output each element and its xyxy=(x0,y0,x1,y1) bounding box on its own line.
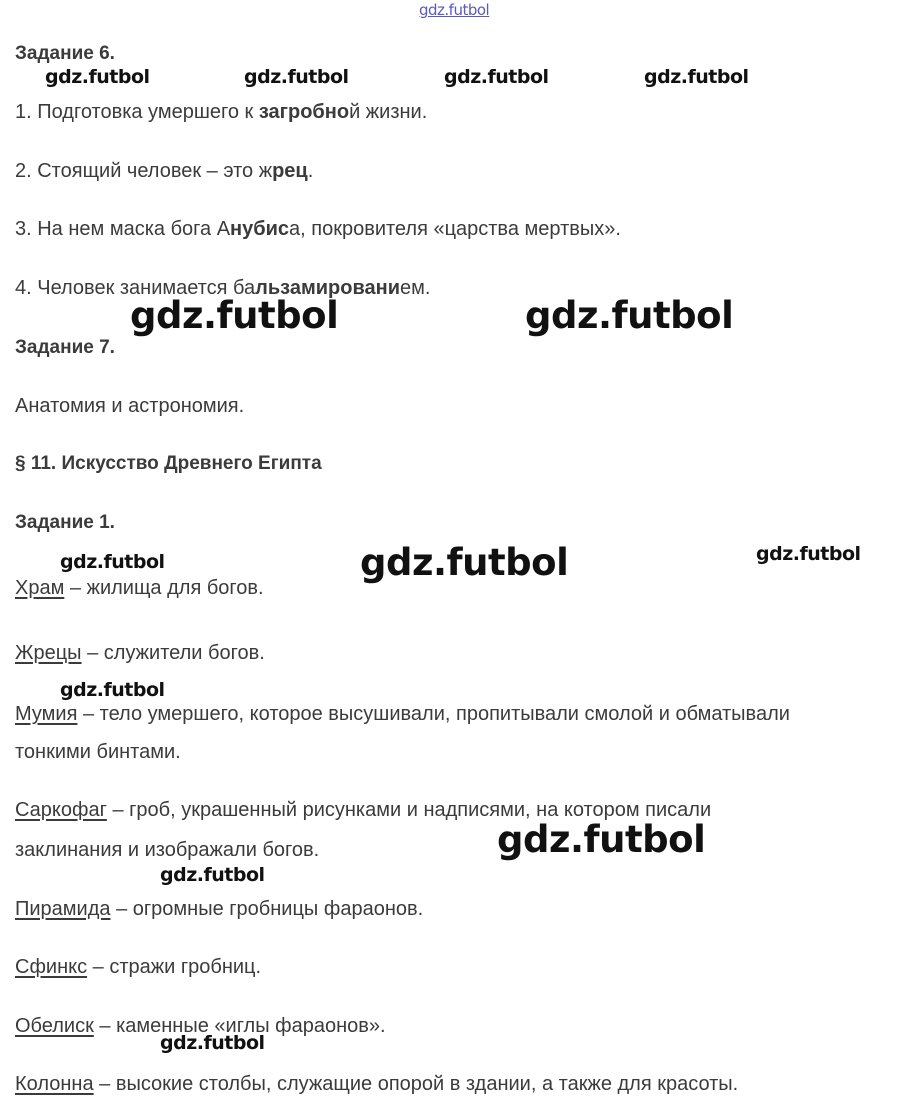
task7-heading: Задание 7. xyxy=(15,337,115,358)
task6-item-1: 1. Подготовка умершего к загробной жизни. xyxy=(15,101,428,123)
watermark: gdz.futbol xyxy=(60,551,165,573)
term-row-sarcophagus-cont: заклинания и изображали богов. xyxy=(15,839,320,861)
header-watermark: gdz.futbol xyxy=(419,1,490,19)
term-row-priests: Жрецы – служители богов. xyxy=(15,642,265,664)
watermark: gdz.futbol xyxy=(644,66,749,88)
term-row-mummy-cont: тонкими бинтами. xyxy=(15,741,181,763)
task6-item-3: 3. На нем маска бога Анубиса, покровителя «царства мертвых». xyxy=(15,218,621,240)
term-row-sphinx: Сфинкс – стражи гробниц. xyxy=(15,956,262,978)
task6-heading: Задание 6. xyxy=(15,43,115,64)
watermark: gdz.futbol xyxy=(244,66,349,88)
watermark: gdz.futbol xyxy=(45,66,150,88)
term-row-obelisk: Обелиск – каменные «иглы фараонов». xyxy=(15,1015,386,1037)
watermark: gdz.futbol xyxy=(160,1032,265,1054)
term-row-pyramid: Пирамида – огромные гробницы фараонов. xyxy=(15,898,424,920)
term-row-temple: Храм – жилища для богов. xyxy=(15,577,264,599)
watermark: gdz.futbol xyxy=(130,294,339,337)
term-row-sarcophagus: Саркофаг – гроб, украшенный рисунками и надписями, на котором писали xyxy=(15,799,712,821)
task1-heading: Задание 1. xyxy=(15,512,115,533)
term-row-column: Колонна – высокие столбы, служащие опорой в здании, а также для красоты. xyxy=(15,1073,739,1095)
task7-answer: Анатомия и астрономия. xyxy=(15,395,245,417)
watermark: gdz.futbol xyxy=(756,543,861,565)
watermark: gdz.futbol xyxy=(497,818,706,861)
watermark: gdz.futbol xyxy=(60,679,165,701)
watermark: gdz.futbol xyxy=(360,541,569,584)
watermark: gdz.futbol xyxy=(525,294,734,337)
watermark: gdz.futbol xyxy=(160,864,265,886)
section-title: § 11. Искусство Древнего Египта xyxy=(15,453,322,474)
term-row-mummy: Мумия – тело умершего, которое высушивали, пропитывали смолой и обматывали xyxy=(15,703,790,725)
watermark: gdz.futbol xyxy=(444,66,549,88)
task6-item-4: 4. Человек занимается бальзамированием. xyxy=(15,277,431,299)
task6-item-2: 2. Стоящий человек – это жрец. xyxy=(15,160,314,182)
